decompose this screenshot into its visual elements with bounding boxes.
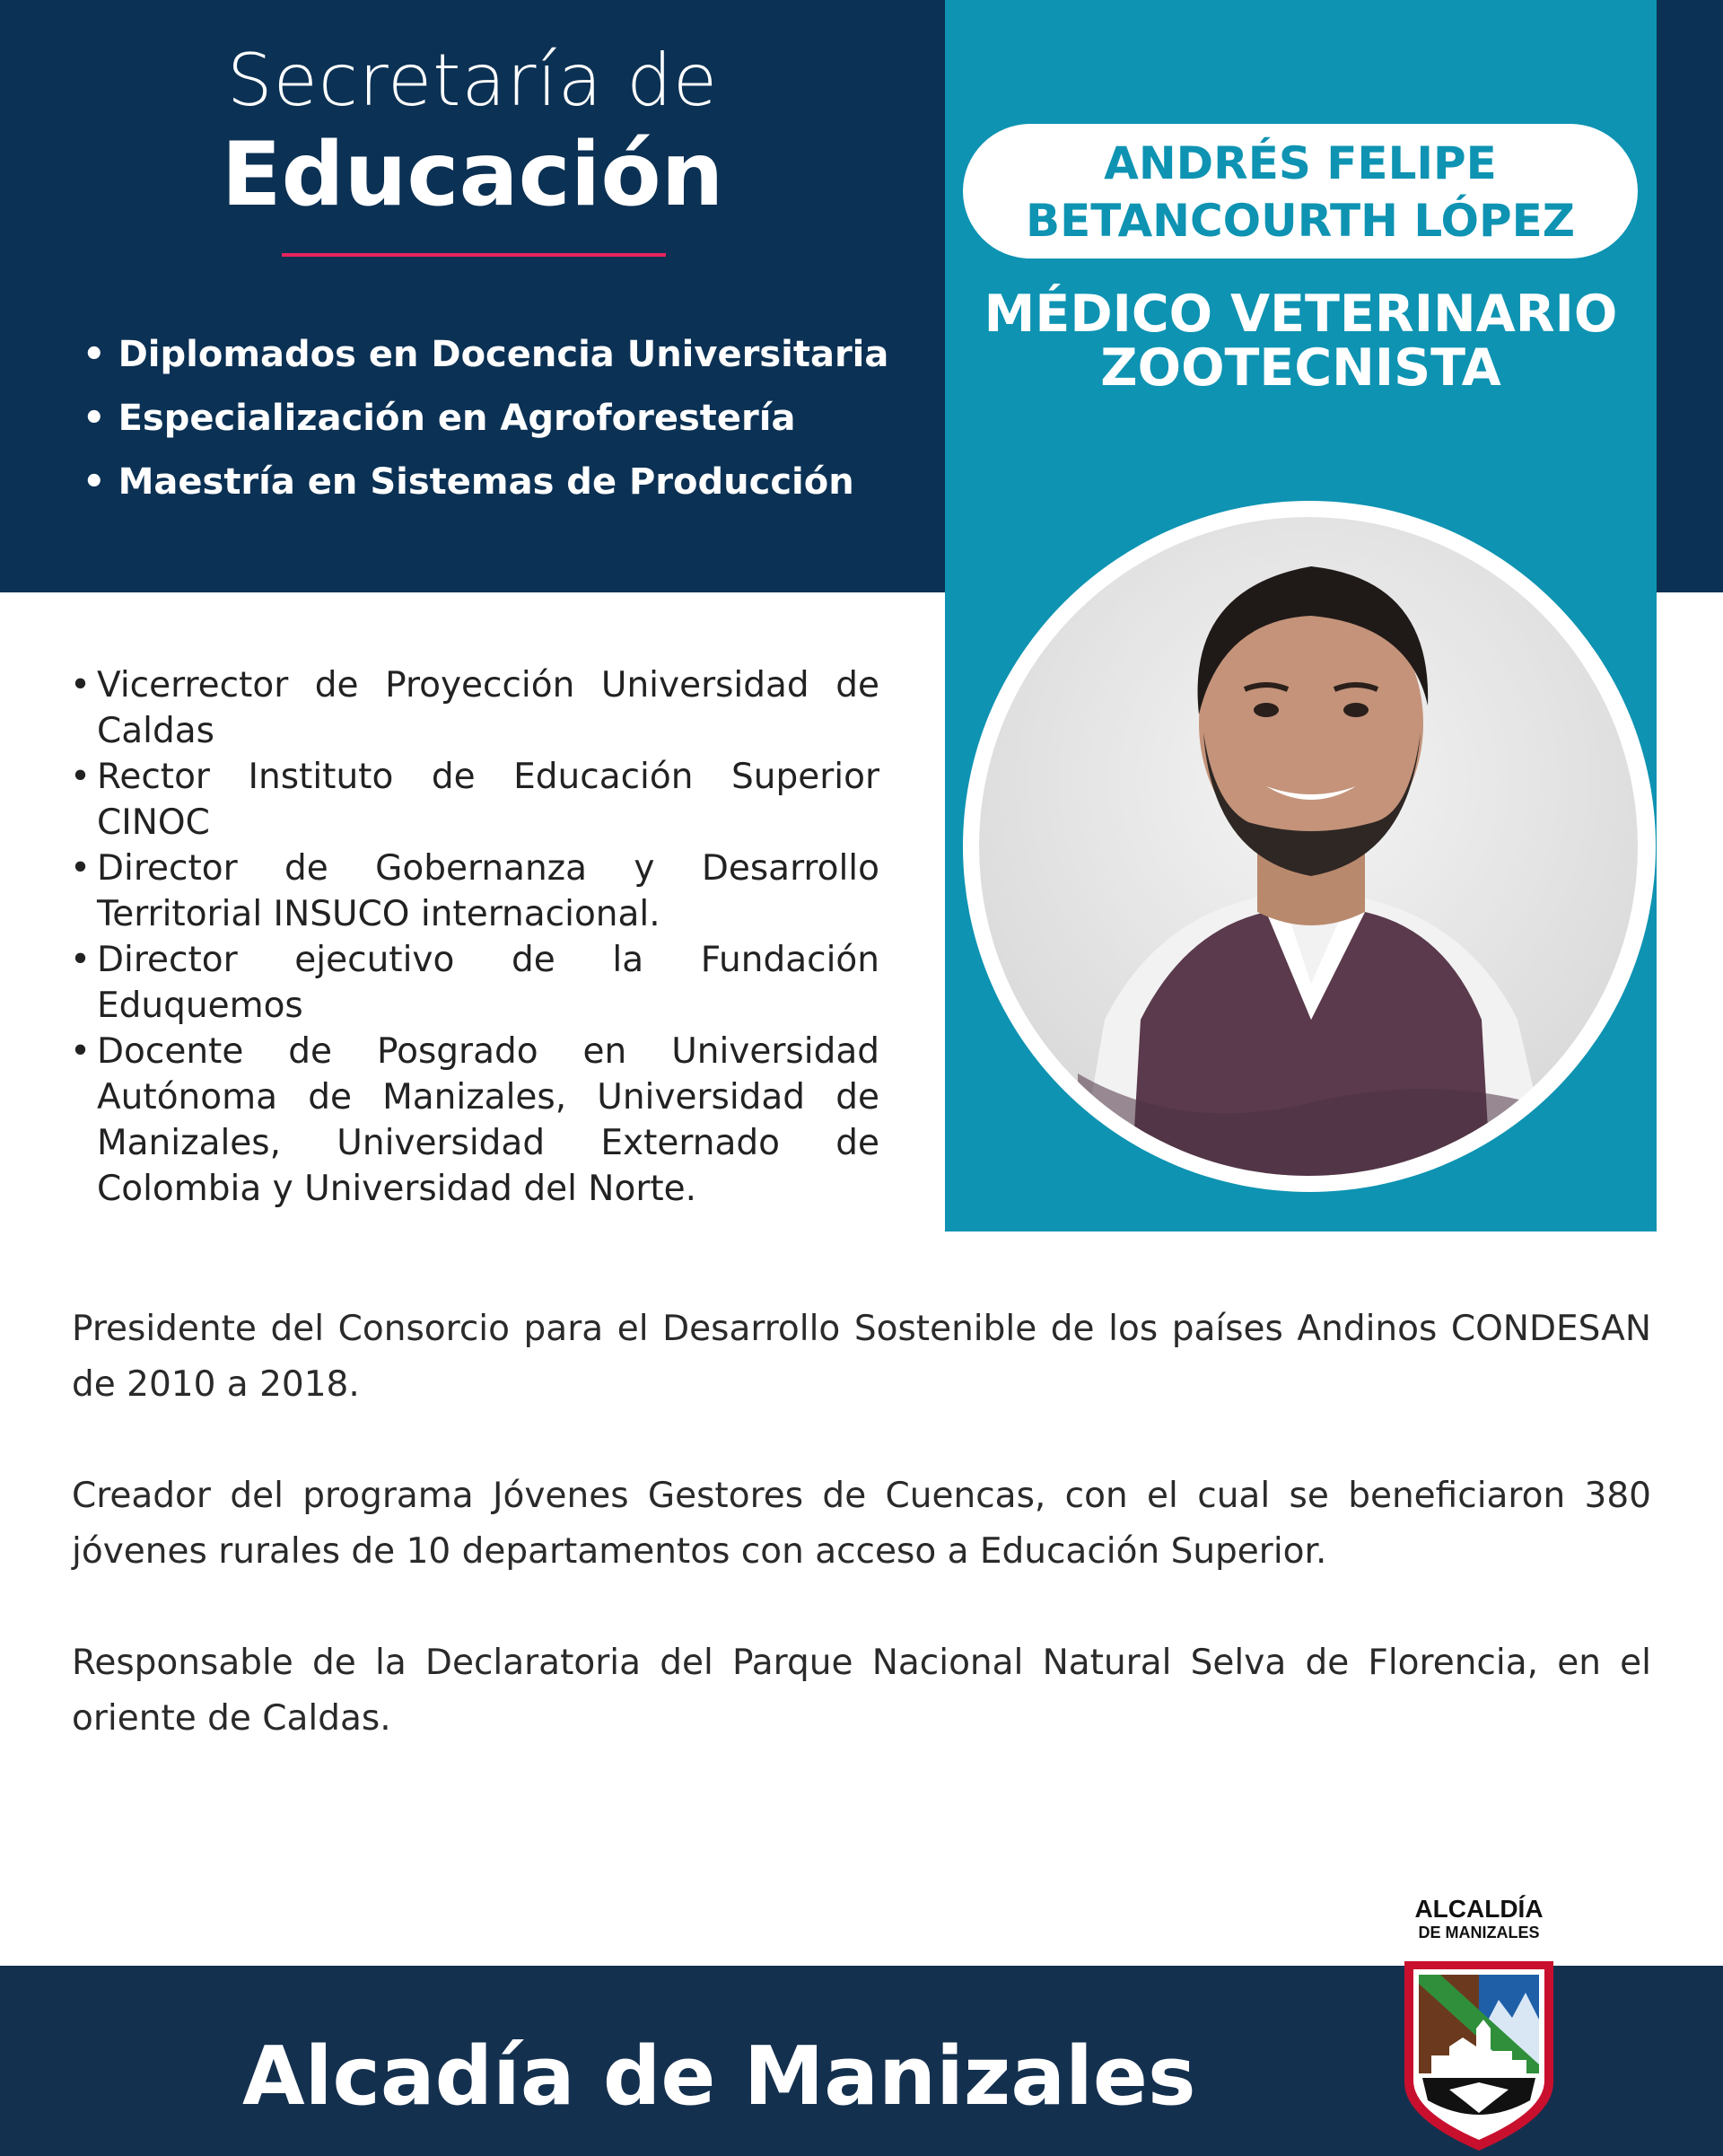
portrait-frame [963,501,1656,1192]
experience-list [63,662,879,1212]
title-line-2: Educación [221,124,724,226]
logo-text-line-2: DE MANIZALES [1418,1924,1540,1941]
name-line-1: ANDRÉS FELIPE [1104,137,1497,189]
alcaldia-shield-icon [1386,1894,1571,2156]
degrees-list [83,323,888,514]
experience-item: • Director de Gobernanza y Desarrollo Territorial INSUCO internacional. [63,846,879,937]
name-line-2: BETANCOURTH LÓPEZ [1025,195,1576,247]
title-divider [282,253,666,257]
degree-item: • Diplomados en Docencia Universitaria [83,323,888,387]
paragraph-condesan: Presidente del Consorcio para el Desarrollo Sostenible de los países Andinos CONDESAN de 2010 a 2018. [72,1309,1651,1405]
degree-item: • Especialización en Agroforestería [83,387,888,451]
name-badge [963,124,1638,259]
paragraph-florencia: Responsable de la Declaratoria del Parque Nacional Natural Selva de Florencia, en el oriente de Caldas. [72,1643,1651,1739]
portrait-illustration [979,517,1638,1176]
portrait-photo [979,517,1638,1176]
experience-item: • Director ejecutivo de la Fundación Eduquemos [63,937,879,1029]
profession-line-2: ZOOTECNISTA [1100,338,1501,398]
experience-item: • Vicerrector de Proyección Universidad de Caldas [63,662,879,754]
right-margin-background [1657,592,1723,1231]
profession-title [945,285,1657,398]
experience-item: • Docente de Posgrado en Universidad Autónoma de Manizales, Universidad de Manizales, Universidad Externado de Colombia y Universidad del Norte. [63,1029,879,1212]
profession-line-1: MÉDICO VETERINARIO [984,285,1618,344]
degree-item: • Maestría en Sistemas de Producción [83,451,888,514]
title-line-1: Secretaría de [226,39,719,122]
footer-title: Alcadía de Manizales [242,2029,1196,2124]
paragraph-cuencas: Creador del programa Jóvenes Gestores de Cuencas, con el cual se beneficiaron 380 jóvenes rurales de 10 departamentos con acceso a Educación Superior. [72,1476,1651,1572]
page-title [0,36,945,224]
experience-item: • Rector Instituto de Educación Superior CINOC [63,754,879,846]
logo-text-line-1: ALCALDÍA [1414,1895,1544,1923]
